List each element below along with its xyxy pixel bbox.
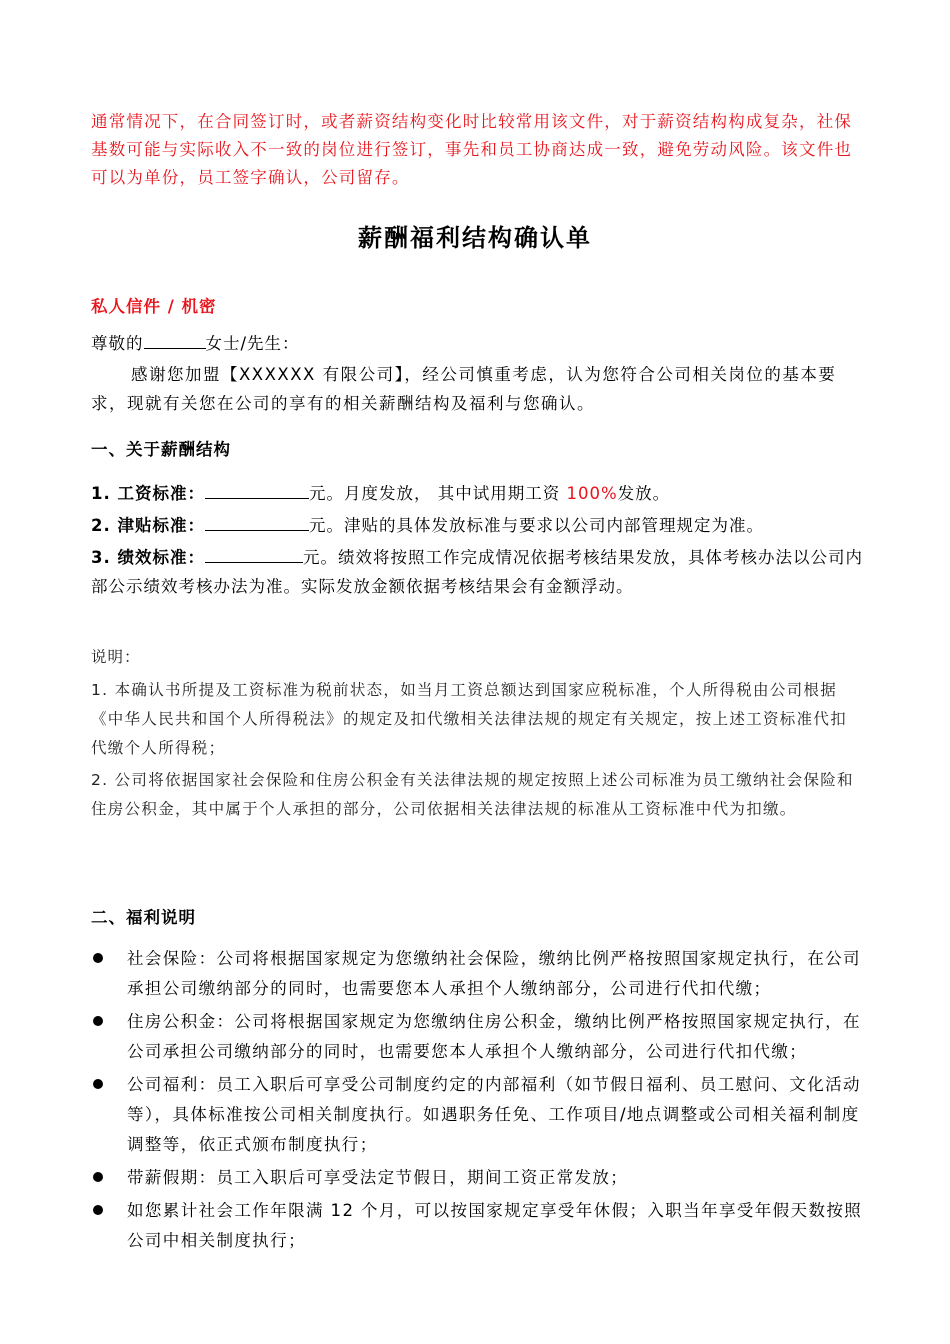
salary-item-label: 1. 工资标准：	[91, 484, 205, 503]
probation-percent: 100%	[566, 484, 618, 503]
section-heading-salary: 一、关于薪酬结构	[91, 440, 231, 459]
benefit-text: 住房公积金：公司将根据国家规定为您缴纳住房公积金，缴纳比例严格按照国家规定执行，在公司承担公司缴纳部分的同时，也需要您本人承担个人缴纳部分，公司进行代扣代缴；	[127, 1012, 861, 1061]
bullet-icon	[93, 1016, 103, 1026]
benefit-item	[91, 1163, 863, 1193]
benefit-text: 社会保险：公司将根据国家规定为您缴纳社会保险，缴纳比例严格按照国家规定执行，在公司承担公司缴纳部分的同时，也需要您本人承担个人缴纳部分，公司进行代扣代缴；	[127, 949, 861, 998]
intro-paragraph: 感谢您加盟【XXXXXX 有限公司】，经公司慎重考虑，认为您符合公司相关岗位的基本要求，现就有关您在公司的享有的相关薪酬结构及福利与您确认。	[91, 365, 837, 413]
bullet-icon	[93, 1205, 103, 1215]
salary-item-text: 元。月度发放， 其中试用期工资	[309, 484, 567, 503]
salary-item-base	[91, 479, 863, 508]
salary-item-performance	[91, 543, 863, 601]
explanation-item: 1. 本确认书所提及工资标准为税前状态，如当月工资总额达到国家应税标准，个人所得税由公司根据《中华人民共和国个人所得税法》的规定及扣代缴相关法律法规的规定有关规定，按上述工资标准代扣代缴个人所得税；	[91, 681, 848, 757]
amount-blank	[205, 561, 303, 563]
benefits-list	[91, 944, 863, 1259]
document-title: 薪酬福利结构确认单	[358, 224, 592, 252]
benefit-text: 如您累计社会工作年限满 12 个月，可以按国家规定享受年休假；入职当年享受年假天数按照公司中相关制度执行；	[127, 1201, 863, 1250]
salutation	[91, 330, 863, 354]
salary-item-label: 3. 绩效标准：	[91, 548, 205, 567]
benefit-item	[91, 1007, 863, 1067]
usage-note: 通常情况下，在合同签订时，或者薪资结构变化时比较常用该文件，对于薪资结构构成复杂，社保基数可能与实际收入不一致的岗位进行签订，事先和员工协商达成一致，避免劳动风险。该文件也可以为单份，员工签字确认，公司留存。	[91, 112, 853, 187]
benefit-item	[91, 1196, 863, 1256]
amount-blank	[205, 497, 309, 499]
benefit-text: 带薪假期：员工入职后可享受法定节假日，期间工资正常发放；	[127, 1168, 629, 1187]
explanation-item: 2. 公司将依据国家社会保险和住房公积金有关法律法规的规定按照上述公司标准为员工缴纳社会保险和住房公积金，其中属于个人承担的部分，公司依据相关法律法规的标准从工资标准中代为扣缴。	[91, 771, 854, 818]
benefit-item	[91, 944, 863, 1004]
explanation-title: 说明：	[91, 648, 141, 666]
salary-item-label: 2. 津贴标准：	[91, 516, 205, 535]
bullet-icon	[93, 953, 103, 963]
benefit-text: 公司福利：员工入职后可享受公司制度约定的内部福利（如节假日福利、员工慰问、文化活动等），具体标准按公司相关制度执行。如遇职务任免、工作项目/地点调整或公司相关福利制度调整等，依正式颁布制度执行；	[127, 1075, 861, 1154]
salary-item-allowance	[91, 511, 863, 540]
confidential-label: 私人信件 / 机密	[91, 297, 217, 316]
benefit-item	[91, 1070, 863, 1160]
bullet-icon	[93, 1079, 103, 1089]
salary-item-text: 元。绩效将按照工作完成情况依据考核结果发放，具体考核办法以公司内部公示绩效考核办法为准。实际发放金额依据考核结果会有金额浮动。	[91, 548, 863, 596]
amount-blank	[205, 529, 309, 531]
name-blank	[144, 347, 206, 349]
section-heading-benefits: 二、福利说明	[91, 908, 196, 927]
salutation-prefix: 尊敬的	[91, 334, 144, 353]
salutation-suffix: 女士/先生：	[205, 334, 300, 353]
salary-item-text-end: 发放。	[617, 484, 671, 503]
salary-item-text: 元。津贴的具体发放标准与要求以公司内部管理规定为准。	[309, 516, 764, 535]
bullet-icon	[93, 1172, 103, 1182]
